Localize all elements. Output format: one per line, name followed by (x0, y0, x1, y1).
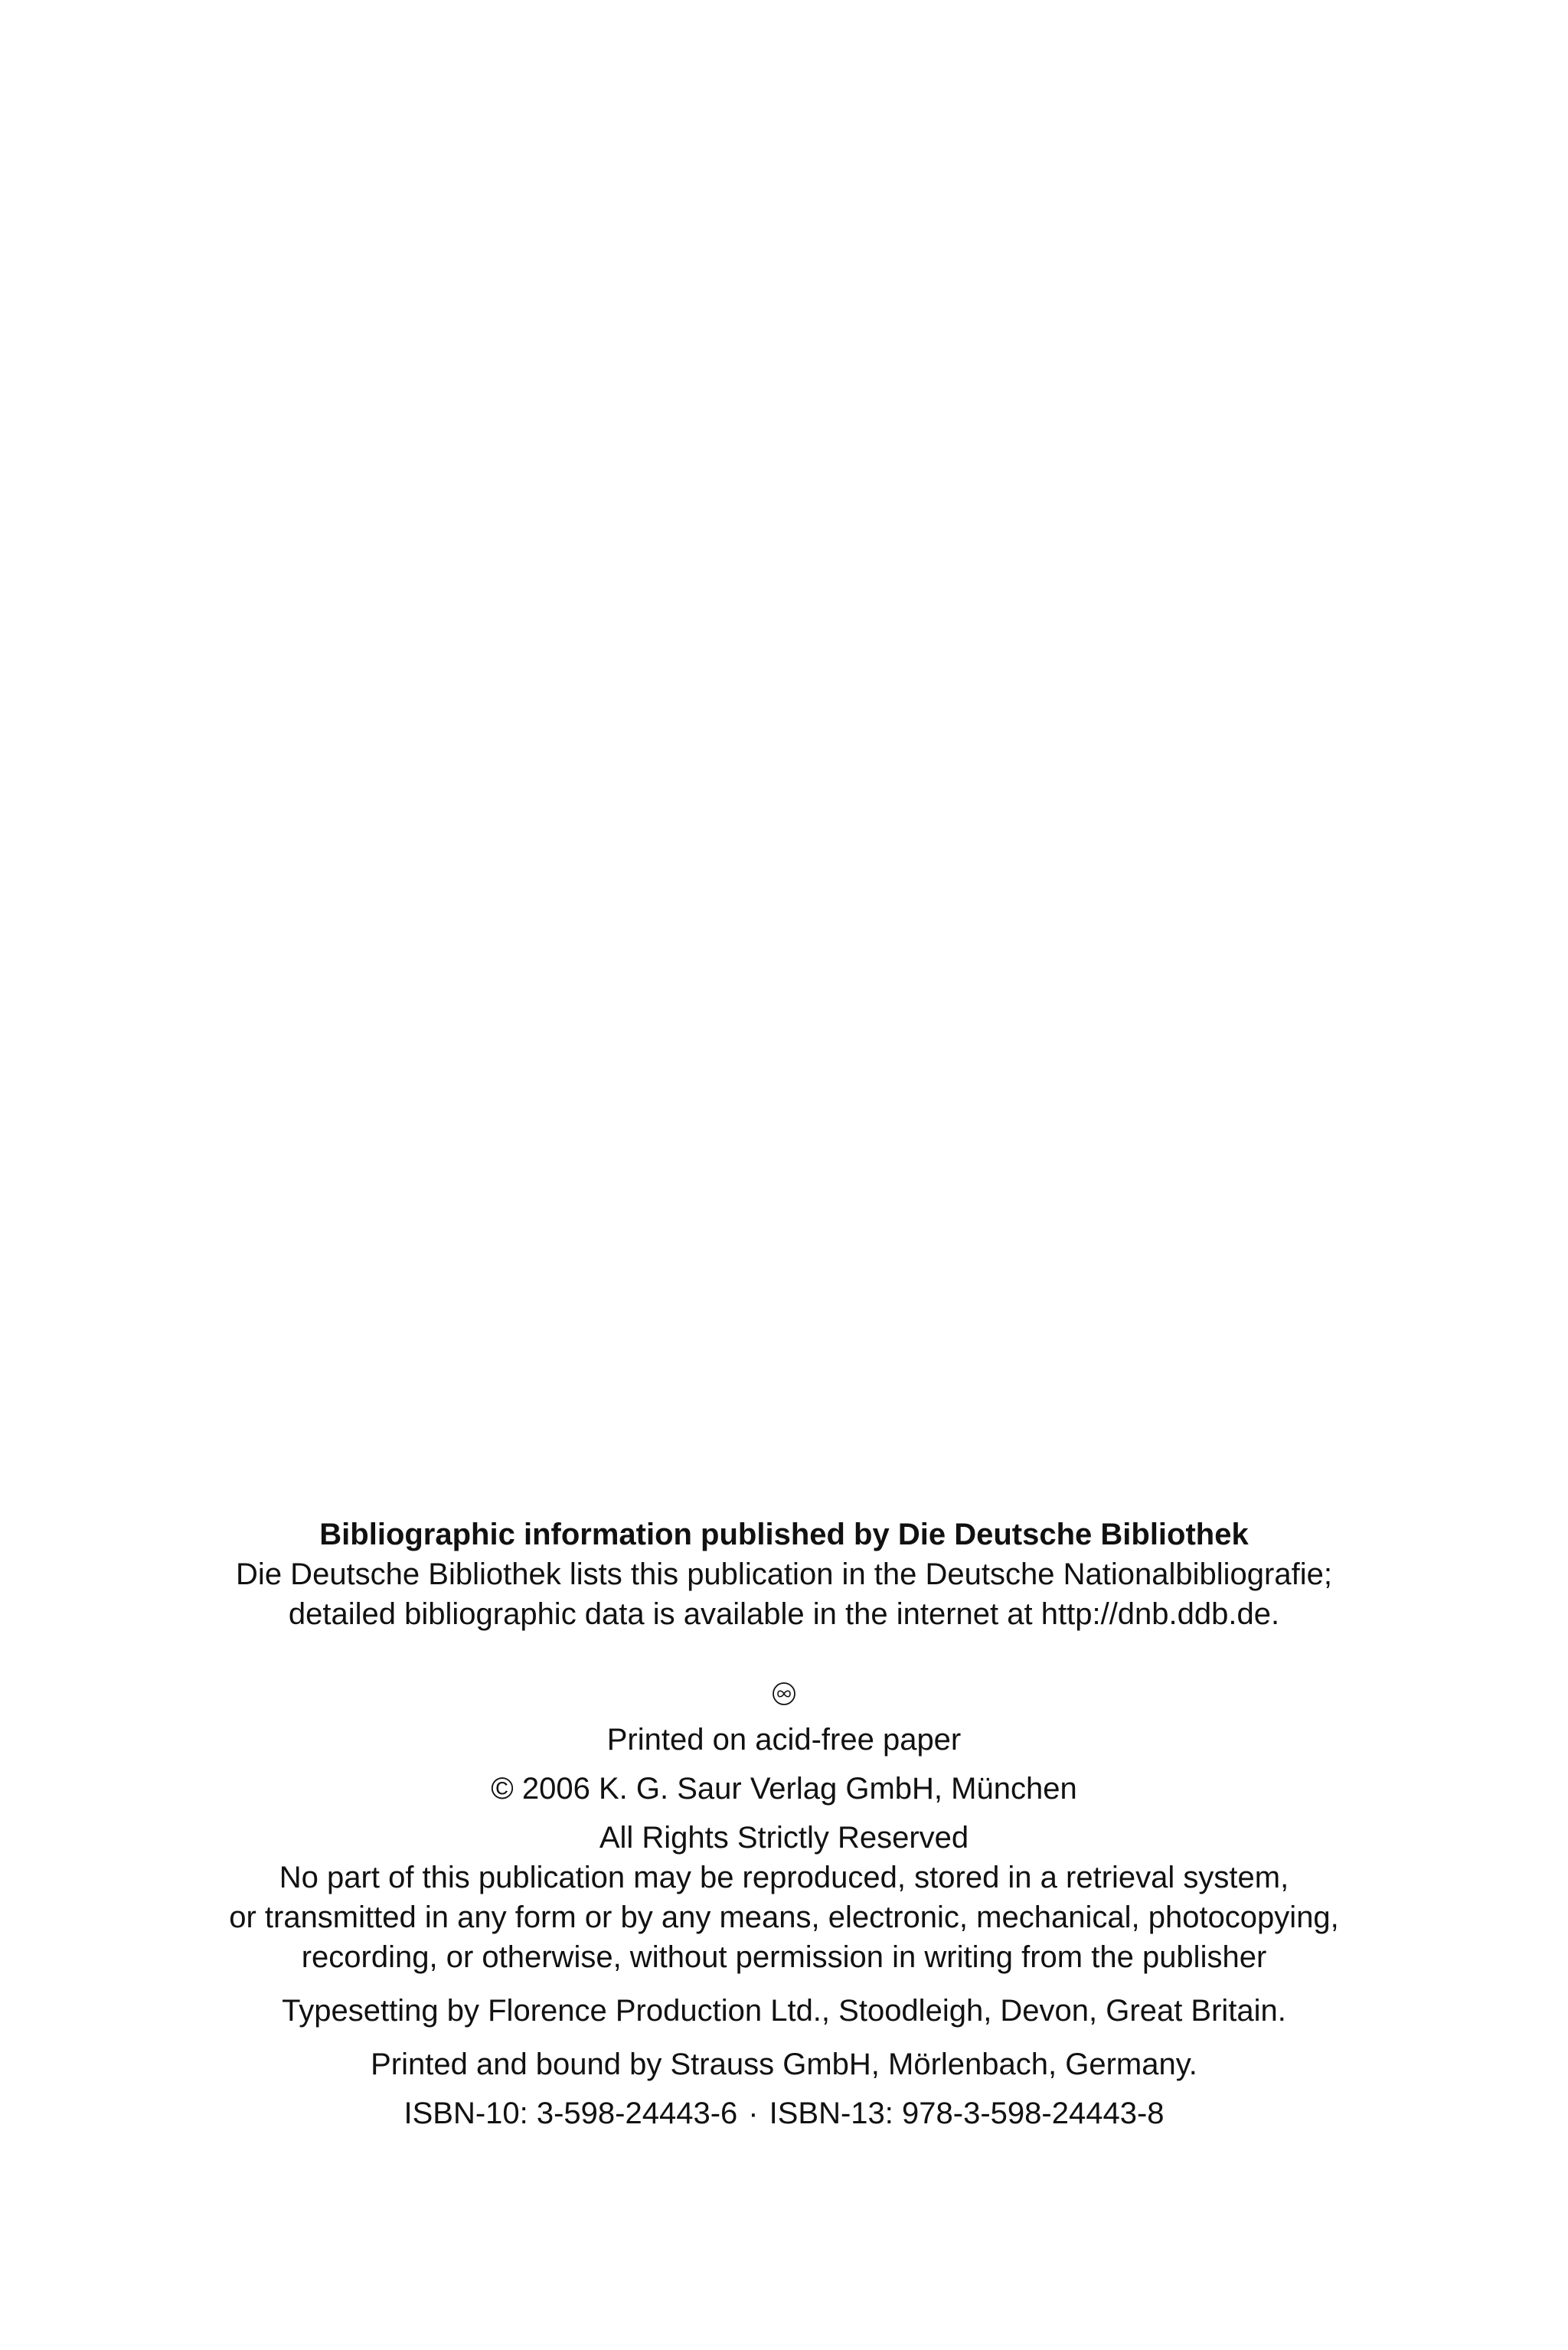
copyright-line: © 2006 K. G. Saur Verlag GmbH, München (491, 1772, 1077, 1806)
acid-free-symbol-wrap (0, 1674, 1568, 1714)
infinity-in-circle-icon (772, 1682, 796, 1706)
printing-line: Printed and bound by Strauss GmbH, Mörlenbach, Germany. (371, 2048, 1197, 2081)
rights-line-2: or transmitted in any form or by any means, electronic, mechanical, photocopying, (229, 1901, 1339, 1934)
isbn-13: ISBN-13: 978-3-598-24443-8 (769, 2097, 1165, 2130)
rights-line-3: recording, or otherwise, without permission in writing from the publisher (301, 1940, 1267, 1974)
imprint-block (0, 1515, 1568, 2133)
bibliographic-line-2: detailed bibliographic data is available in the internet at http://dnb.ddb.de. (288, 1597, 1280, 1631)
isbn-line (0, 2093, 1568, 2133)
acid-free-note: Printed on acid-free paper (606, 1723, 962, 1757)
bibliographic-line-1: Die Deutsche Bibliothek lists this publication in the Deutsche Nationalbibliografie; (236, 1557, 1332, 1591)
typesetting-line: Typesetting by Florence Production Ltd., Stoodleigh, Devon, Great Britain. (282, 1994, 1286, 2028)
bibliographic-heading: Bibliographic information published by Die Deutsche Bibliothek (319, 1518, 1249, 1551)
isbn-separator: · (748, 2097, 759, 2130)
isbn-10: ISBN-10: 3-598-24443-6 (403, 2097, 738, 2130)
rights-line-1: No part of this publication may be reproduced, stored in a retrieval system, (279, 1861, 1289, 1894)
rights-heading: All Rights Strictly Reserved (599, 1821, 969, 1855)
